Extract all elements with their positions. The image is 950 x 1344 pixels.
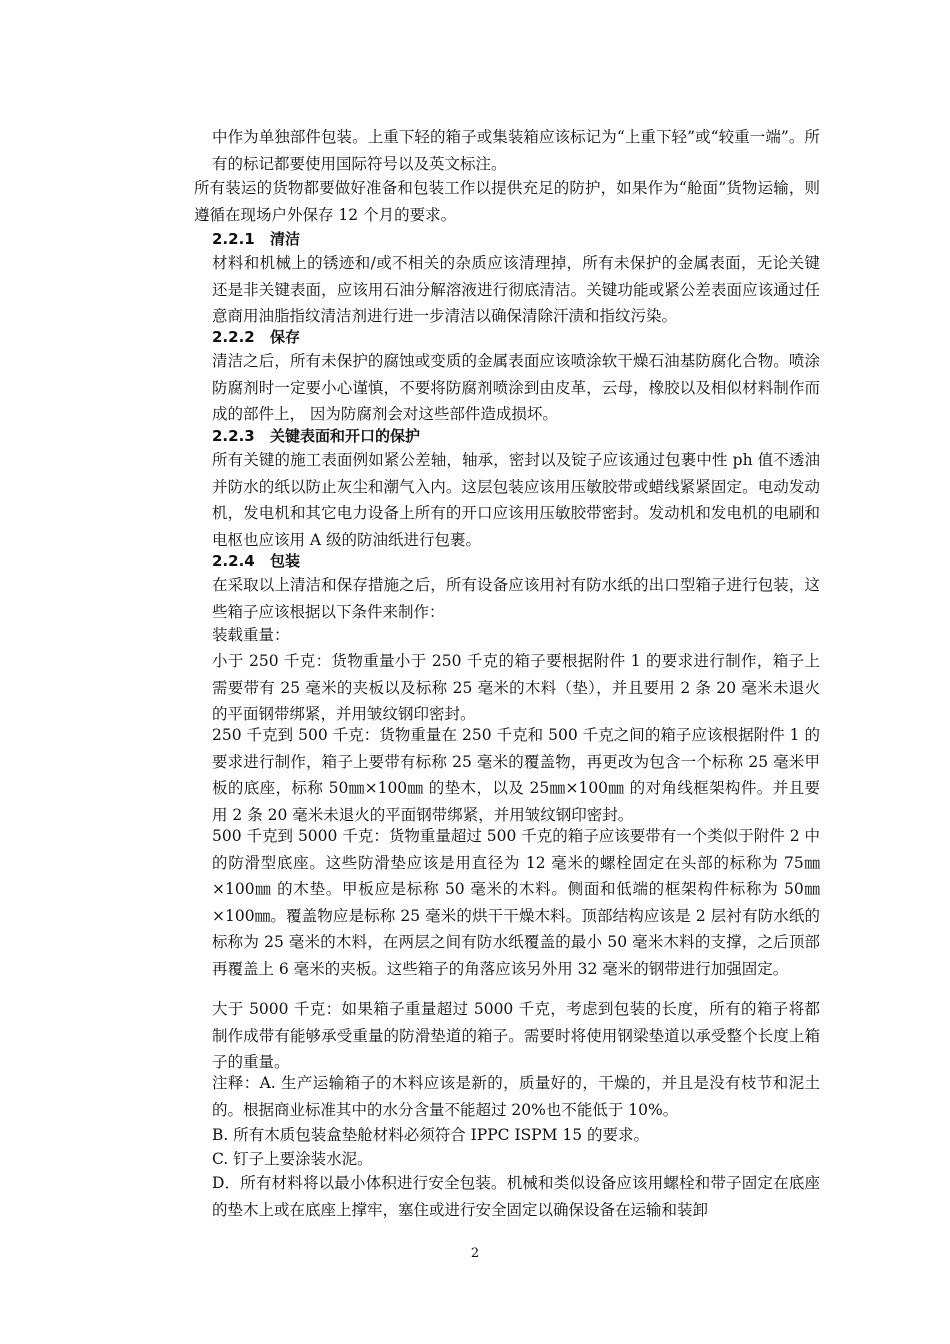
load-weight-label: 装载重量： <box>212 626 290 644</box>
section-number: 2.2.4 <box>212 552 255 570</box>
intro-paragraph-2: 所有装运的货物都要做好准备和包装工作以提供充足的防护，如果作为“舱面”货物运输，则遵循在现场户外保存 12 个月的要求。 <box>194 179 820 224</box>
section-number: 2.2.3 <box>212 427 255 445</box>
weight-under-250: 小于 250 千克：货物重量小于 250 千克的箱子要根据附件 1 的要求进行制作，箱子上需要带有 25 毫米的夹板以及标称 25 毫米的木料（垫），并且要用 2 条 20 毫米未退火的平面钢带绑紧，并用皱纹钢印密封。 <box>212 652 820 723</box>
section-heading-2-2-3 <box>212 425 420 447</box>
intro-paragraph-1: 中作为单独部件包装。上重下轻的箱子或集装箱应该标记为“上重下轻”或“较重一端”。所有的标记都要使用国际符号以及英文标注。 <box>212 128 820 173</box>
section-title: 清洁 <box>270 230 301 248</box>
section-body-cleaning: 材料和机械上的锈迹和/或不相关的杂质应该清理掉，所有未保护的金属表面，无论关键还是非关键表面，应该用石油分解溶液进行彻底清洁。关键功能或紧公差表面应该通过任意商用油脂指纹清洁剂进行进一步清洁以确保清除汗渍和指纹污染。 <box>212 254 820 325</box>
weight-500-to-5000: 500 千克到 5000 千克：货物重量超过 500 千克的箱子应该要带有一个类似于附件 2 中的防滑型底座。这些防滑垫应该是用直径为 12 毫米的螺栓固定在头部的标称为 75㎜×100㎜ 的木垫。甲板应是标称 50 毫米的木料。侧面和低端的框架构件标称为 50㎜×100㎜。覆盖物应是标称 25 毫米的烘干干燥木料。顶部结构应该是 2 层衬有防水纸的标称为 25 毫米的木料，在两层之间有防水纸覆盖的最小 50 毫米木料的支撑，之后顶部再覆盖上 6 毫米的夹板。这些箱子的角落应该另外用 32 毫米的钢带进行加强固定。 <box>212 827 820 978</box>
section-title: 保存 <box>270 328 301 346</box>
note-c: C. 钉子上要涂装水泥。 <box>212 1150 373 1168</box>
section-body-preservation: 清洁之后，所有未保护的腐蚀或变质的金属表面应该喷涂软干燥石油基防腐化合物。喷涂防腐剂时一定要小心谨慎，不要将防腐剂喷涂到由皮革，云母，橡胶以及相似材料制作而成的部件上， 因为防腐剂会对这些部件造成损坏。 <box>212 352 820 423</box>
section-number: 2.2.1 <box>212 230 255 248</box>
section-title: 关键表面和开口的保护 <box>270 427 421 445</box>
section-heading-2-2-1 <box>212 228 300 250</box>
weight-250-to-500: 250 千克到 500 千克：货物重量在 250 千克和 500 千克之间的箱子应该根据附件 1 的要求进行制作，箱子上要带有标称 25 毫米的覆盖物，再更改为包含一个标称 25 毫米甲板的底座，标称 50㎜×100㎜ 的垫木，以及 25㎜×100㎜ 的对角线框架构件。并且要用 2 条 20 毫米未退火的平面钢带绑紧，并用皱纹钢印密封。 <box>212 726 820 824</box>
section-number: 2.2.2 <box>212 328 255 346</box>
note-b: B. 所有木质包装盒垫舱材料必须符合 IPPC ISPM 15 的要求。 <box>212 1126 650 1144</box>
note-d: D．所有材料将以最小体积进行安全包装。机械和类似设备应该用螺栓和带子固定在底座的垫木上或在底座上撑牢，塞住或进行安全固定以确保设备在运输和装卸 <box>212 1174 820 1219</box>
note-a: 注释：A. 生产运输箱子的木料应该是新的，质量好的，干燥的，并且是没有枝节和泥土的。根据商业标准其中的水分含量不能超过 20%也不能低于 10%。 <box>212 1074 820 1119</box>
weight-over-5000: 大于 5000 千克：如果箱子重量超过 5000 千克，考虑到包装的长度，所有的箱子将都制作成带有能够承受重量的防滑垫道的箱子。需要时将使用钢梁垫道以承受整个长度上箱子的重量。 <box>212 1000 820 1071</box>
section-heading-2-2-2 <box>212 326 300 348</box>
section-body-packaging: 在采取以上清洁和保存措施之后，所有设备应该用衬有防水纸的出口型箱子进行包装，这些箱子应该根据以下条件来制作： <box>212 576 820 621</box>
section-title: 包装 <box>270 552 301 570</box>
section-body-protection: 所有关键的施工表面例如紧公差轴，轴承，密封以及锭子应该通过包裹中性 ph 值不透油并防水的纸以防止灰尘和潮气入内。这层包装应该用压敏胶带或蜡线紧紧固定。电动发动机，发电机和其它电力设备上所有的开口应该用压敏胶带密封。发动机和发电机的电刷和电枢也应该用 A 级的防油纸进行包裹。 <box>212 451 820 549</box>
section-heading-2-2-4 <box>212 550 300 572</box>
page-number: 2 <box>470 1246 480 1261</box>
